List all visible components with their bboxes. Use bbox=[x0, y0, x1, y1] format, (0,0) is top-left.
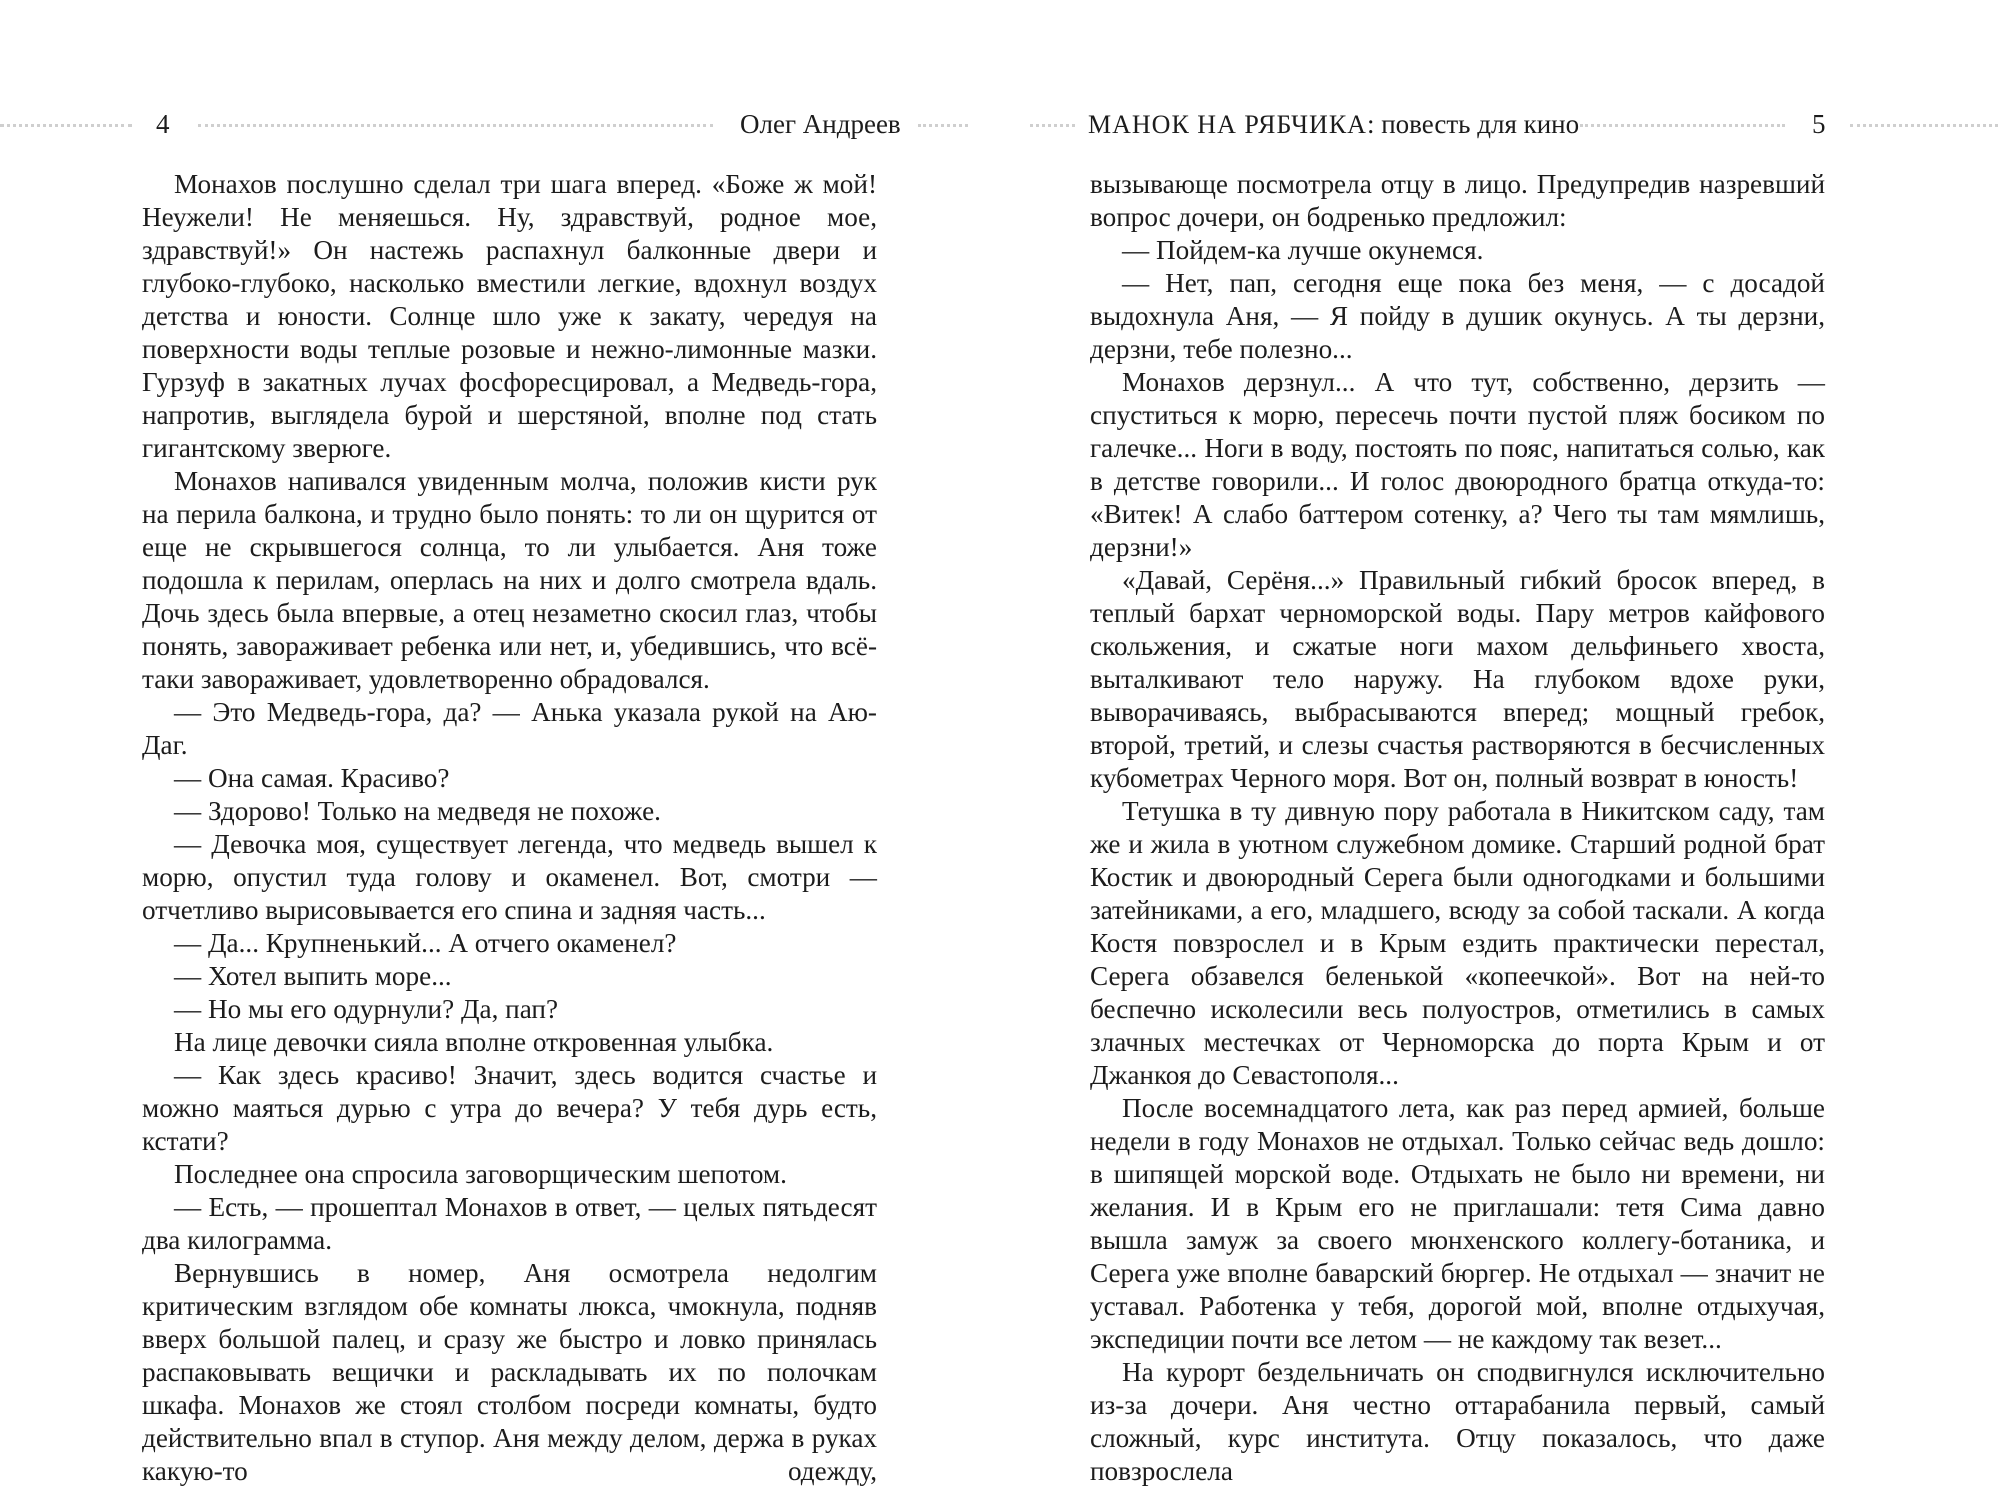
paragraph: После восемнадцатого лета, как раз перед армией, больше недели в году Монахов не отдыхал. Только сейчас ведь дошло: в шипящей морской воде. Отдыхать не было ни времени, ни желания. И в Крым его не приглашали: тетя Сима давно вышла замуж за своего мюнхенского коллегу-ботаника, и Серега уже вполне баварский бюргер. Не отдыхал — значит не уставал. Работенка у тебя, дорогой мой, вполне отдыхучая, экспедиции почти все летом — не каждому так везет... bbox=[1090, 1093, 1825, 1354]
right-header-rule-2 bbox=[1580, 124, 1785, 127]
paragraph: Последнее она спросила заговорщическим шепотом. bbox=[174, 1159, 787, 1189]
paragraph: — Она самая. Красиво? bbox=[174, 763, 450, 793]
right-page-number: 5 bbox=[1812, 109, 1826, 139]
paragraph: — Пойдем-ка лучше окунемся. bbox=[1122, 235, 1484, 265]
left-page-body bbox=[142, 168, 877, 1488]
paragraph: Монахов послушно сделал три шага вперед. «Боже ж мой! Неужели! Не меняешься. Ну, здравствуй, родное мое, здравствуй!» Он настежь распахнул балконные двери и глубоко-глубоко, насколько вместили легкие, вдохнул воздух детства и юности. Солнце шло уже к закату, чередуя на поверхности воды теплые розовые и нежно-лимонные мазки. Гурзуф в закатных лучах фосфоресцировал, а Медведь-гора, напротив, выглядела бурой и шерстяной, вполне под стать гигантскому зверюге. bbox=[142, 169, 877, 463]
paragraph: Монахов дерзнул... А что тут, собственно, дерзить — спуститься к морю, пересечь почти пустой пляж босиком по галечке... Ноги в воду, постоять по пояс, напитаться солью, как в детстве говорили... И голос двоюродного братца откуда-то: «Витек! А слабо баттером сотенку, а? Чего ты там мямлишь, дерзни!» bbox=[1090, 367, 1825, 562]
paragraph: На лице девочки сияла вполне откровенная улыбка. bbox=[174, 1027, 774, 1057]
right-running-head-caps: МАНОК НА РЯБЧИКА bbox=[1088, 110, 1367, 139]
right-running-head bbox=[1088, 106, 1579, 143]
left-page-number: 4 bbox=[156, 109, 170, 139]
right-page-body bbox=[1090, 168, 1825, 1488]
paragraph: «Давай, Серёня...» Правильный гибкий бросок вперед, в теплый бархат черноморской воды. Пару метров кайфового скольжения, и сжатые ноги махом дельфиньего хвоста, выталкивают тело наружу. На глубоком вдохе руки, выворачиваясь, выбрасываются вперед; мощный гребок, второй, третий, и слезы счастья растворяются в бесчисленных кубометрах Черного моря. Вот он, полный возврат в юность! bbox=[1090, 565, 1825, 793]
paragraph: — Девочка моя, существует легенда, что медведь вышел к морю, опустил туда голову и окаменел. Вот, смотри — отчетливо вырисовывается его спина и задняя часть... bbox=[142, 829, 877, 925]
left-running-head: Олег Андреев bbox=[740, 109, 901, 139]
paragraph: — Как здесь красиво! Значит, здесь водится счастье и можно маяться дурью с утра до вечера? У тебя дурь есть, кстати? bbox=[142, 1060, 877, 1156]
paragraph: — Да... Крупненький... А отчего окаменел? bbox=[174, 928, 677, 958]
paragraph: Монахов напивался увиденным молча, положив кисти рук на перила балкона, и трудно было понять: то ли он щурится от еще не скрывшегося солнца, то ли улыбается. Аня тоже подошла к перилам, оперлась на них и долго смотрела вдаль. Дочь здесь была впервые, а отец незаметно скосил глаз, чтобы понять, завораживает ребенка или нет, и, убедившись, что всё-таки завораживает, удовлетворенно обрадовался. bbox=[142, 466, 877, 694]
right-running-head-rest: : повесть для кино bbox=[1366, 109, 1580, 139]
paragraph: — Это Медведь-гора, да? — Анька указала рукой на Аю-Даг. bbox=[142, 697, 877, 760]
paragraph: — Хотел выпить море... bbox=[174, 961, 452, 991]
paragraph: — Но мы его одурнули? Да, пап? bbox=[174, 994, 559, 1024]
left-header-rule-1 bbox=[0, 124, 132, 127]
right-header-rule-3 bbox=[1850, 124, 1998, 127]
paragraph: Тетушка в ту дивную пору работала в Никитском саду, там же и жила в уютном служебном домике. Старший родной брат Костик и двоюродный Серега были одногодками и большими затейниками, а его, младшего, всюду за собой таскали. А когда Костя повзрослел и в Крым ездить практически перестал, Серега обзавелся беленькой «копеечкой». Вот на ней-то беспечно исколесили весь полуостров, отметились в самых злачных местечках от Черноморска до порта Крым и от Джанкоя до Севастополя... bbox=[1090, 796, 1825, 1090]
left-header-rule-2 bbox=[198, 124, 713, 127]
paragraph: — Есть, — прошептал Монахов в ответ, — целых пятьдесят два килограмма. bbox=[142, 1192, 877, 1255]
paragraph: На курорт бездельничать он сподвигнулся исключительно из-за дочери. Аня честно оттарабанила первый, самый сложный, курс института. Отцу показалось, что даже повзрослела bbox=[1090, 1357, 1825, 1486]
paragraph: — Нет, пап, сегодня еще пока без меня, — с досадой выдохнула Аня, — Я пойду в душик окунусь. А ты дерзни, дерзни, тебе полезно... bbox=[1090, 268, 1825, 364]
left-header-rule-3 bbox=[918, 124, 968, 127]
right-header-rule-1 bbox=[1030, 124, 1075, 127]
paragraph: — Здорово! Только на медведя не похоже. bbox=[174, 796, 661, 826]
paragraph: вызывающе посмотрела отцу в лицо. Предупредив назревший вопрос дочери, он бодренько предложил: bbox=[1090, 169, 1825, 232]
paragraph: Вернувшись в номер, Аня осмотрела недолгим критическим взглядом обе комнаты люкса, чмокнула, подняв вверх большой палец, и сразу же быстро и ловко принялась распаковывать вещички и раскладывать их по полочкам шкафа. Монахов же стоял столбом посреди комнаты, будто действительно впал в ступор. Аня между делом, держа в руках какую-то одежду, bbox=[142, 1258, 877, 1486]
